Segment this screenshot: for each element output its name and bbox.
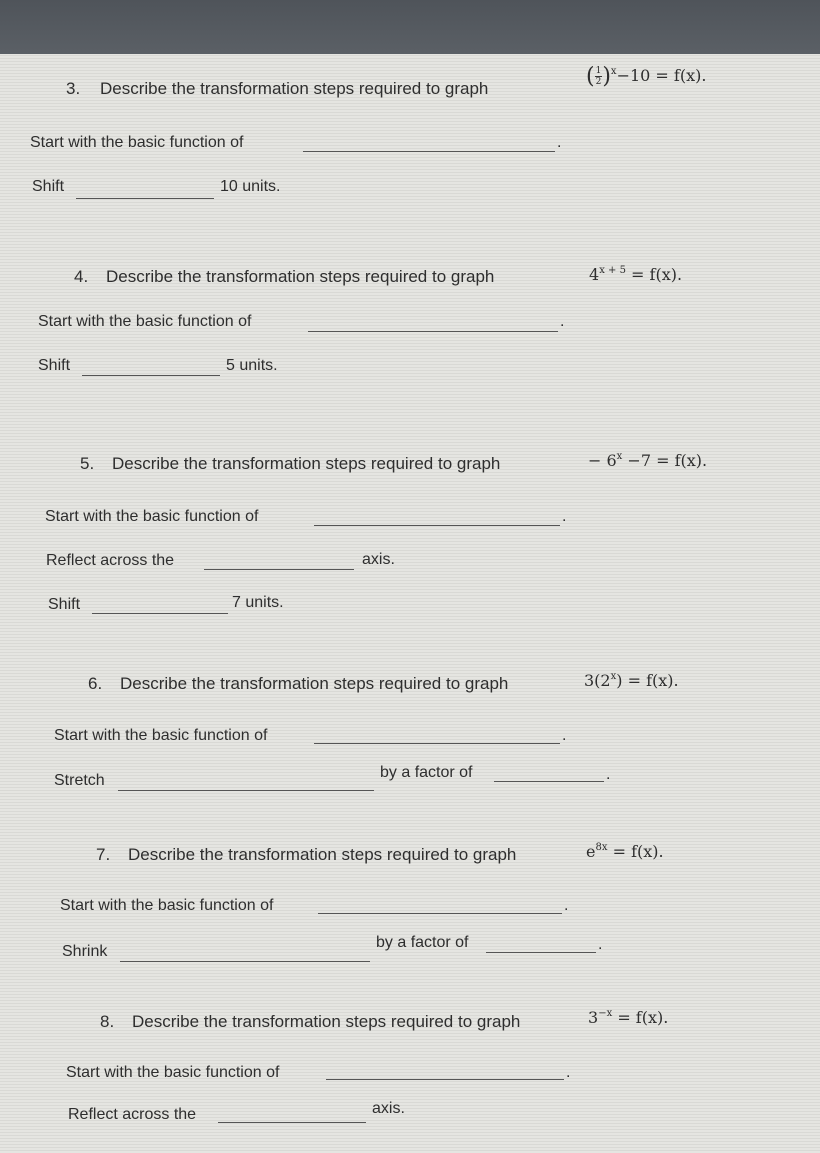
q3-line-1-end: .	[557, 134, 562, 151]
equation-suffix: −7 = f(x).	[627, 451, 708, 470]
q5-line-1-end: .	[562, 508, 567, 525]
q5-line-3-text: Shift	[48, 596, 81, 613]
q7-line-1-end: .	[564, 897, 569, 914]
q6-line-2-mid: by a factor of	[380, 764, 473, 781]
q7-line-2-mid: by a factor of	[376, 934, 469, 951]
q5-line-1-text: Start with the basic function of	[45, 508, 259, 525]
question-7-number: 7.	[96, 845, 111, 864]
q7-line-2-text: Shrink	[62, 943, 108, 960]
q7-answer-blank-3[interactable]	[486, 952, 596, 953]
base: 3	[588, 1008, 599, 1027]
q6-line-1-end: .	[562, 727, 567, 744]
q8-line-1-text: Start with the basic function of	[66, 1064, 280, 1081]
q5-line-3-post: 7 units.	[232, 594, 284, 611]
background-top	[0, 0, 820, 56]
q5-answer-blank-3[interactable]	[92, 613, 228, 614]
exponent: x + 5	[599, 265, 626, 276]
question-3-number: 3.	[66, 79, 81, 98]
exponent: −x	[598, 1008, 613, 1019]
q6-line-2-text: Stretch	[54, 772, 105, 789]
question-8-number: 8.	[100, 1012, 115, 1031]
question-7-equation	[586, 842, 664, 861]
q4-answer-blank-1[interactable]	[308, 331, 558, 332]
q8-line-1-end: .	[566, 1064, 571, 1081]
q3-line-1-text: Start with the basic function of	[30, 134, 244, 151]
q7-answer-blank-1[interactable]	[318, 913, 562, 914]
question-6-number: 6.	[88, 674, 103, 693]
fraction-numerator: 1	[595, 66, 602, 76]
base: e	[586, 842, 596, 861]
q3-answer-blank-2[interactable]	[76, 198, 214, 199]
q6-answer-blank-1[interactable]	[314, 743, 560, 744]
question-4-equation	[589, 265, 682, 284]
q7-line-2-end: .	[598, 936, 603, 953]
q7-line-1-text: Start with the basic function of	[60, 897, 274, 914]
question-5-prompt: Describe the transformation steps required to graph	[112, 454, 501, 473]
exponent: x	[616, 451, 623, 462]
base: 4	[589, 265, 600, 284]
equation-prefix: 3(2	[584, 671, 611, 690]
worksheet-page	[0, 54, 820, 1153]
q6-answer-blank-3[interactable]	[494, 781, 604, 782]
q5-answer-blank-2[interactable]	[204, 569, 354, 570]
q4-answer-blank-2[interactable]	[82, 375, 220, 376]
equation-suffix: = f(x).	[612, 842, 664, 861]
q4-line-2-text: Shift	[38, 357, 71, 374]
equation-suffix: = f(x).	[631, 265, 683, 284]
q6-line-2-end: .	[606, 766, 611, 783]
question-3-equation: ( $\frac{1}{2}$ )$^x$−10 = f(x).	[586, 64, 707, 89]
question-5-number: 5.	[80, 454, 95, 473]
q5-line-2-text: Reflect across the	[46, 552, 175, 569]
question-6-equation	[584, 671, 679, 690]
question-3-prompt: Describe the transformation steps required to graph	[100, 79, 489, 98]
exponent: x	[610, 671, 617, 682]
question-4-prompt: Describe the transformation steps required to graph	[106, 267, 495, 286]
q6-answer-blank-2[interactable]	[118, 790, 374, 791]
equation-suffix: ) = f(x).	[616, 671, 679, 690]
question-6-prompt: Describe the transformation steps required to graph	[120, 674, 509, 693]
q5-line-2-post: axis.	[362, 551, 395, 568]
question-5-equation	[588, 451, 707, 470]
equation-suffix: = f(x).	[617, 1008, 669, 1027]
fraction-denominator: 2	[595, 77, 602, 87]
question-8-prompt: Describe the transformation steps required to graph	[132, 1012, 521, 1031]
equation-suffix: −10 = f(x).	[616, 66, 707, 85]
question-7-prompt: Describe the transformation steps required to graph	[128, 845, 517, 864]
q5-answer-blank-1[interactable]	[314, 525, 560, 526]
q8-answer-blank-2[interactable]	[218, 1122, 366, 1123]
question-8-equation	[588, 1008, 668, 1027]
q3-line-2-post: 10 units.	[220, 178, 281, 195]
q8-answer-blank-1[interactable]	[326, 1079, 564, 1080]
q3-line-2-text: Shift	[32, 178, 65, 195]
exponent: 8x	[595, 842, 608, 853]
base: − 6	[588, 451, 617, 470]
exponent: x	[610, 66, 617, 77]
q8-line-2-text: Reflect across the	[68, 1106, 197, 1123]
q4-line-1-text: Start with the basic function of	[38, 313, 252, 330]
q7-answer-blank-2[interactable]	[120, 961, 370, 962]
q4-line-1-end: .	[560, 313, 565, 330]
q6-line-1-text: Start with the basic function of	[54, 727, 268, 744]
q4-line-2-post: 5 units.	[226, 357, 278, 374]
q3-answer-blank-1[interactable]	[303, 151, 555, 152]
q8-line-2-post: axis.	[372, 1100, 405, 1117]
question-4-number: 4.	[74, 267, 89, 286]
